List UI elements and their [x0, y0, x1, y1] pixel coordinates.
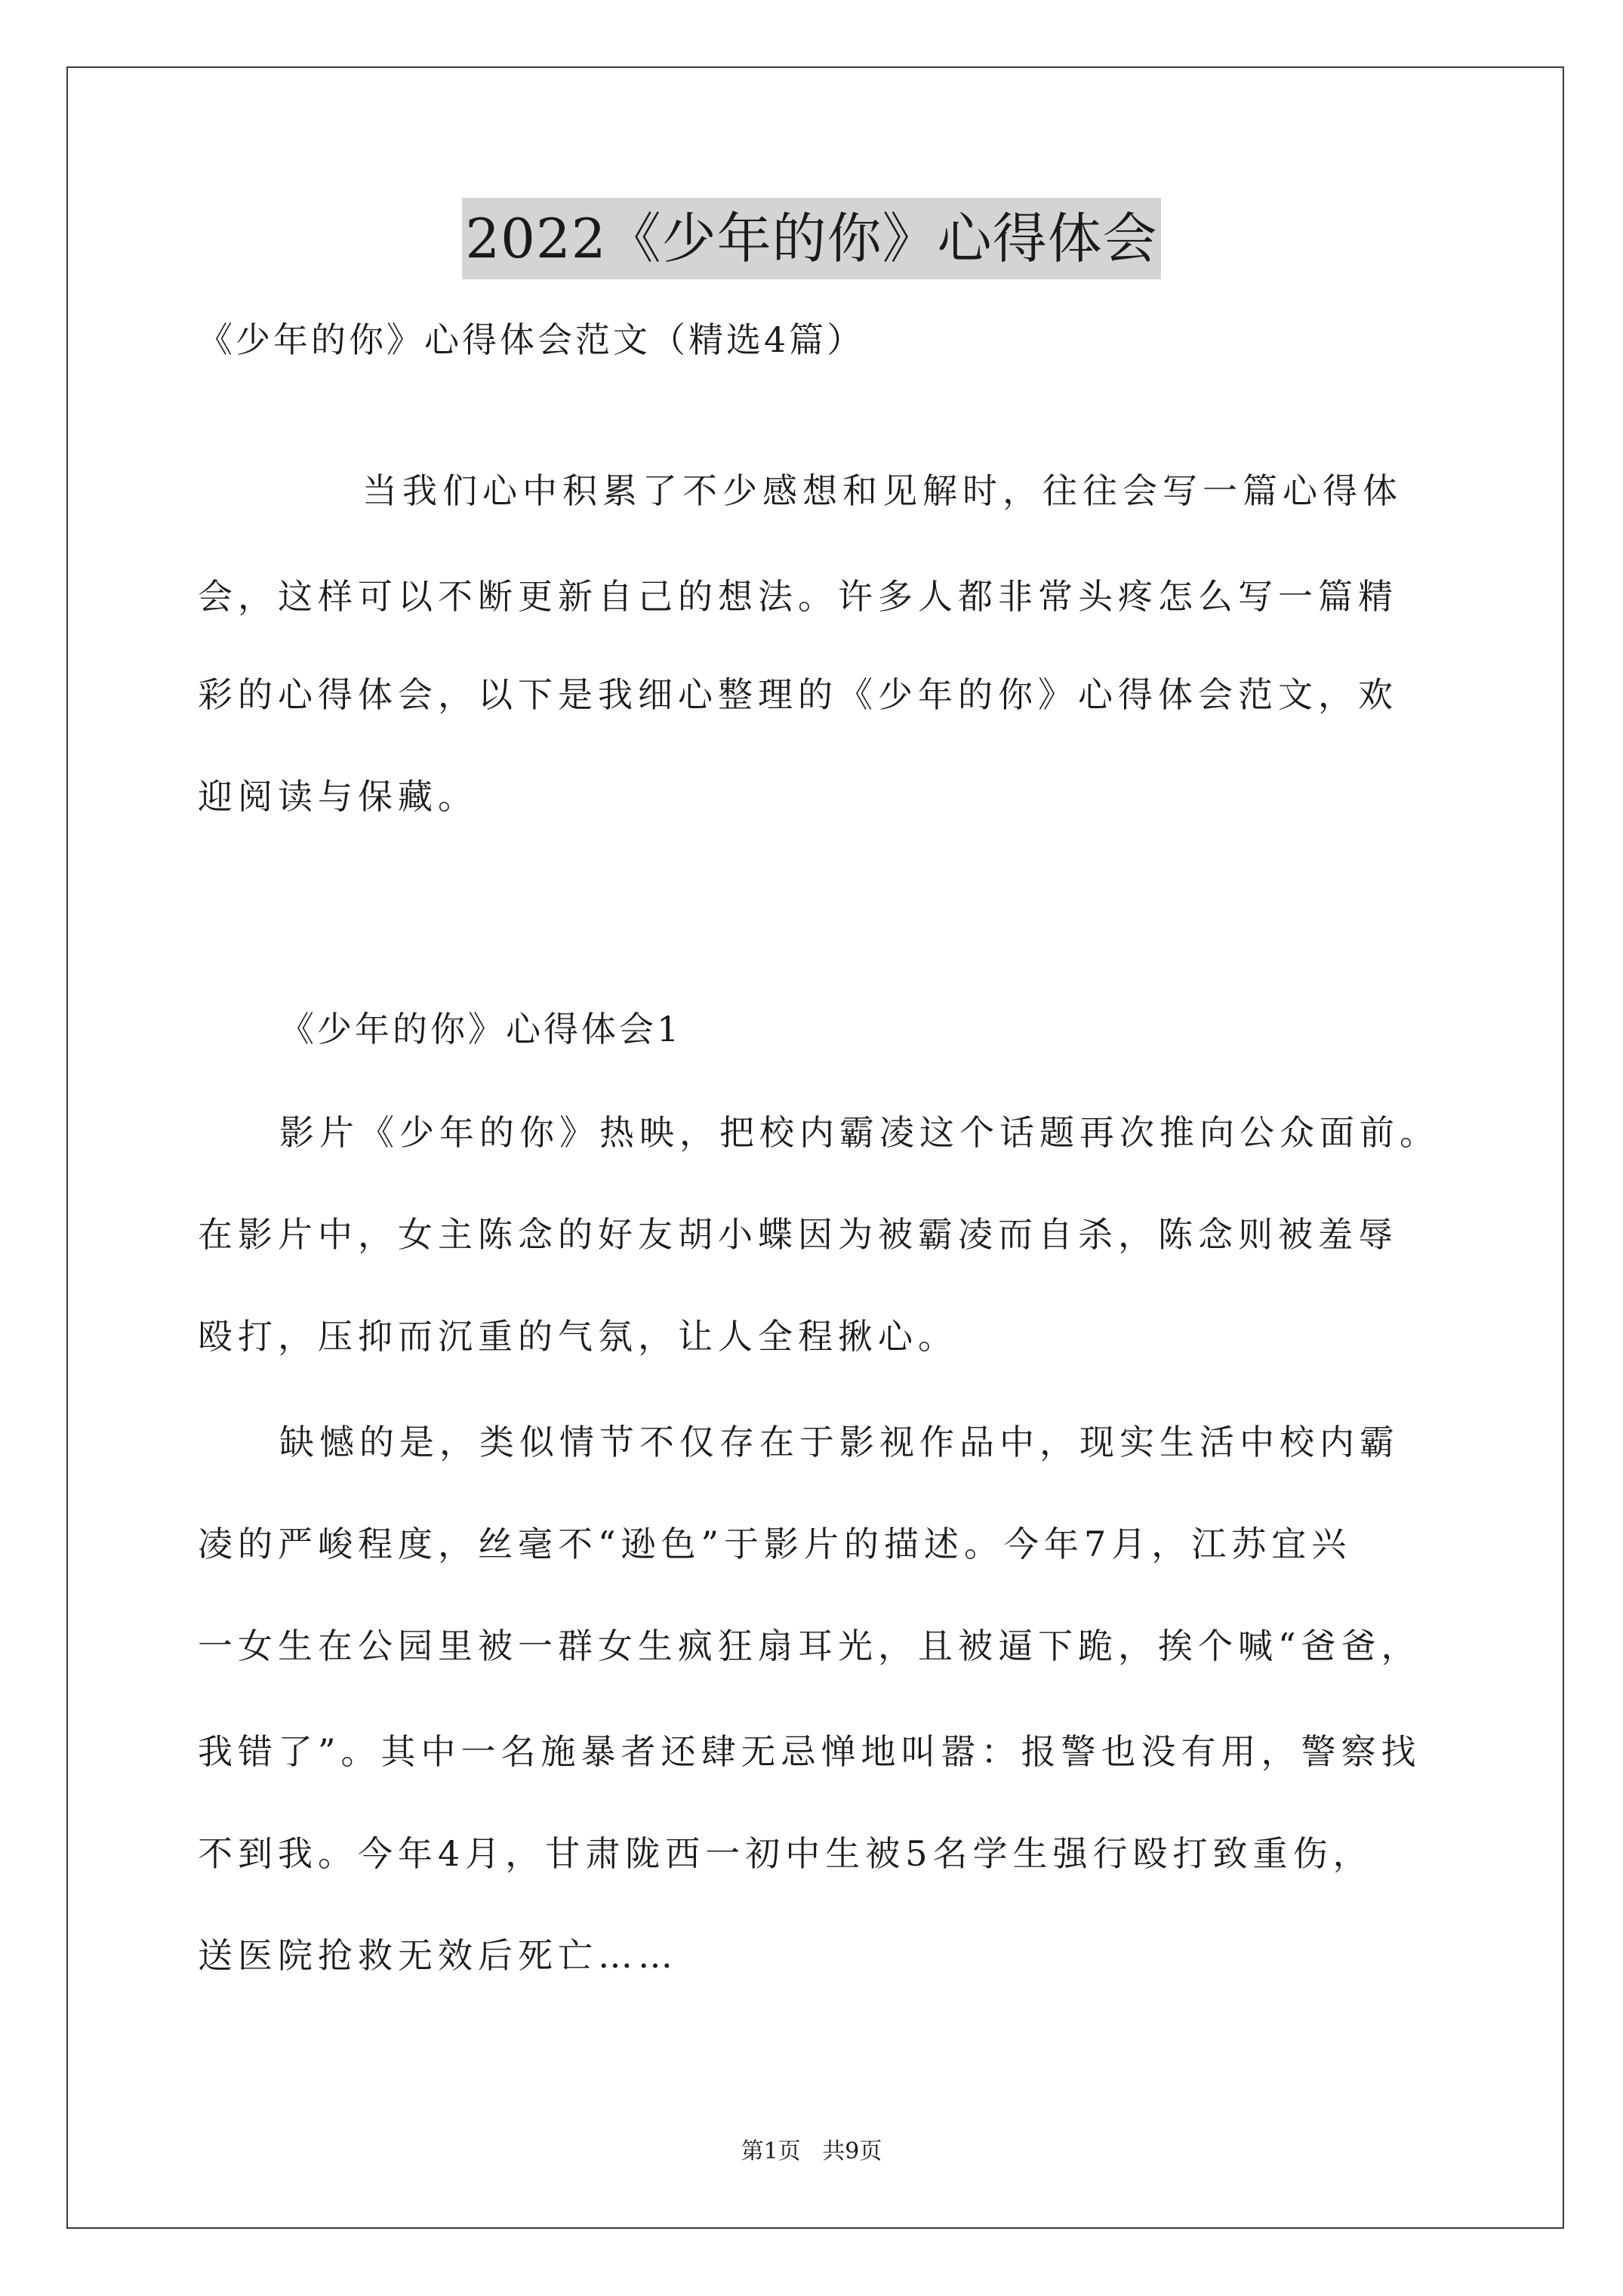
- paragraph2-line-2: 凌的严峻程度，丝毫不“逊色”于影片的描述。今年7月，江苏宜兴: [198, 1524, 1352, 1564]
- intro-line-2: 会，这样可以不断更新自己的想法。许多人都非常头疼怎么写一篇精: [198, 576, 1398, 617]
- section-heading: 《少年的你》心得体会1: [279, 1009, 682, 1049]
- paragraph2-line-5: 不到我。今年4月，甘肃陇西一初中生被5名学生强行殴打致重伤，: [198, 1833, 1373, 1874]
- paragraph1-line-3: 殴打，压抑而沉重的气氛，让人全程揪心。: [198, 1316, 958, 1357]
- title-container: [0, 198, 1623, 279]
- intro-line-1: 当我们心中积累了不少感想和见解时，往往会写一篇心得体: [362, 470, 1403, 511]
- paragraph2-line-6: 送医院抢救无效后死亡……: [198, 1935, 678, 1976]
- intro-line-4: 迎阅读与保藏。: [198, 776, 478, 817]
- intro-line-3: 彩的心得体会，以下是我细心整理的《少年的你》心得体会范文，欢: [198, 674, 1398, 715]
- page-footer: [0, 2137, 1623, 2167]
- paragraph1-line-1: 影片《少年的你》热映，把校内霸凌这个话题再次推向公众面前。: [279, 1112, 1440, 1153]
- page-total: 共9页: [822, 2138, 882, 2165]
- paragraph2-line-1: 缺憾的是，类似情节不仅存在于影视作品中，现实生活中校内霸: [279, 1422, 1400, 1462]
- document-subtitle: 《少年的你》心得体会范文（精选4篇）: [198, 319, 865, 360]
- paragraph1-line-2: 在影片中，女主陈念的好友胡小蝶因为被霸凌而自杀，陈念则被羞辱: [198, 1214, 1398, 1255]
- paragraph2-line-3: 一女生在公园里被一群女生疯狂扇耳光，且被逼下跪，挨个喊“爸爸，: [198, 1626, 1421, 1666]
- page-number: 第1页: [741, 2138, 801, 2165]
- document-title: 2022《少年的你》心得体会: [462, 198, 1160, 279]
- paragraph2-line-4: 我错了”。其中一名施暴者还肆无忌惮地叫嚣：报警也没有用，警察找: [198, 1731, 1421, 1772]
